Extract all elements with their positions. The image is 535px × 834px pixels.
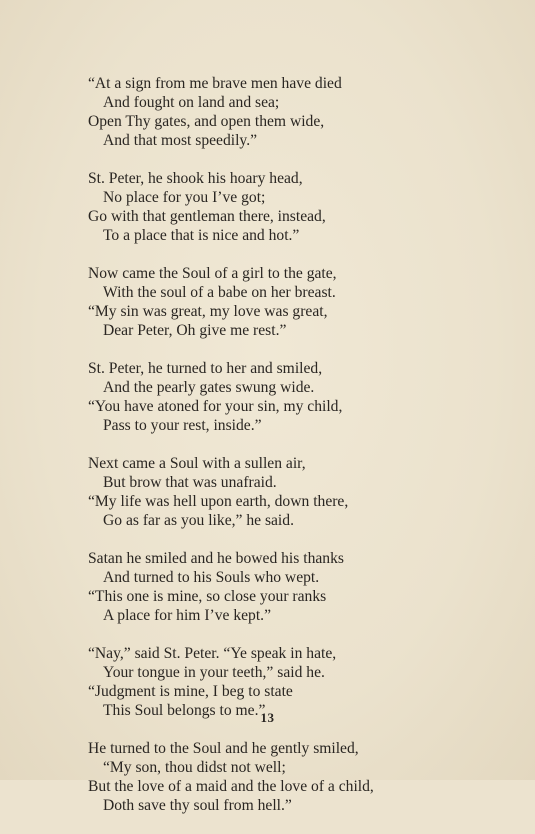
poem-line: With the soul of a babe on her breast. xyxy=(103,284,336,301)
poem-line: “Judgment is mine, I beg to state xyxy=(88,683,293,700)
poem-line: Now came the Soul of a girl to the gate, xyxy=(88,265,337,282)
poem-line: St. Peter, he shook his hoary head, xyxy=(88,170,303,187)
poem-line: To a place that is nice and hot.” xyxy=(103,227,300,244)
poem-line: Open Thy gates, and open them wide, xyxy=(88,113,325,130)
poem-line: And the pearly gates swung wide. xyxy=(103,379,315,396)
page-number: 13 xyxy=(260,710,275,725)
poem-line: A place for him I’ve kept.” xyxy=(103,607,271,624)
poem-line: He turned to the Soul and he gently smiled, xyxy=(88,740,359,757)
poem-line: “My son, thou didst not well; xyxy=(103,759,286,776)
poem-line: But the love of a maid and the love of a child, xyxy=(88,778,374,795)
poem-line: And turned to his Souls who wept. xyxy=(103,569,320,586)
stanza xyxy=(88,169,508,245)
poem-line: “You have atoned for your sin, my child, xyxy=(88,398,343,415)
poem-line: No place for you I’ve got; xyxy=(103,189,266,206)
poem-line: “My sin was great, my love was great, xyxy=(88,303,328,320)
stanza xyxy=(88,359,508,435)
poem-line: Pass to your rest, inside.” xyxy=(103,417,262,434)
poem-line: Doth save thy soul from hell.” xyxy=(103,797,292,814)
poem-line: But brow that was unafraid. xyxy=(103,474,277,491)
poem-line: This Soul belongs to me.” xyxy=(103,702,266,719)
poem-line: “This one is mine, so close your ranks xyxy=(88,588,327,605)
poem-line: And that most speedily.” xyxy=(103,132,258,149)
stanza xyxy=(88,549,508,625)
poem-line: Go with that gentleman there, instead, xyxy=(88,208,326,225)
poem-line: “At a sign from me brave men have died xyxy=(88,75,342,92)
stanza xyxy=(88,644,508,720)
poem-line: Dear Peter, Oh give me rest.” xyxy=(103,322,287,339)
poem-line: “Nay,” said St. Peter. “Ye speak in hate, xyxy=(88,645,337,662)
stanza xyxy=(88,74,508,150)
stanza xyxy=(88,454,508,530)
poem-line: Your tongue in your teeth,” said he. xyxy=(103,664,325,681)
poem-line: Go as far as you like,” he said. xyxy=(103,512,294,529)
poem-line: Next came a Soul with a sullen air, xyxy=(88,455,306,472)
stanza xyxy=(88,264,508,340)
poem-line: “My life was hell upon earth, down there, xyxy=(88,493,349,510)
poem-line: Satan he smiled and he bowed his thanks xyxy=(88,550,344,567)
poem-line: St. Peter, he turned to her and smiled, xyxy=(88,360,323,377)
poem-line: And fought on land and sea; xyxy=(103,94,280,111)
stanza xyxy=(88,739,508,815)
